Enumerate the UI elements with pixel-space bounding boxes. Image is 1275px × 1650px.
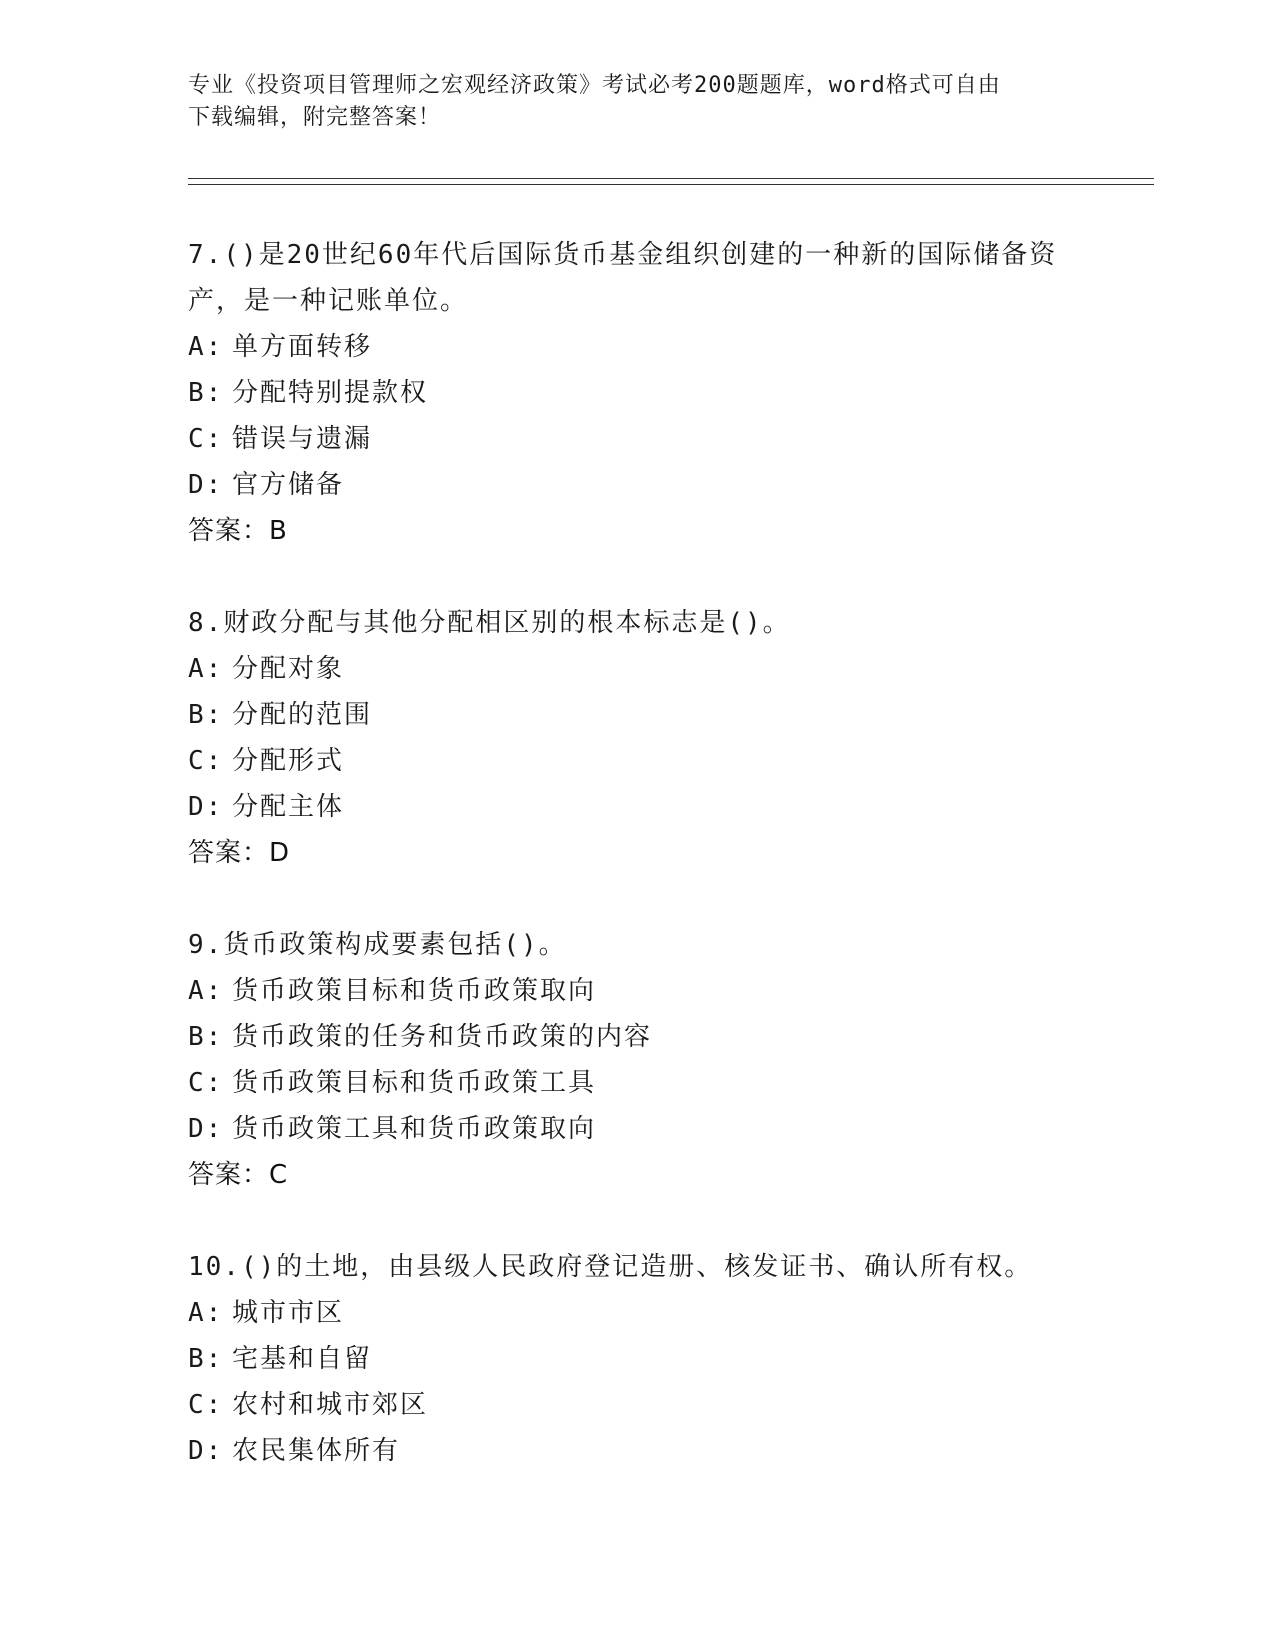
question-number: 7.	[188, 240, 224, 270]
option-key: A:	[188, 976, 224, 1006]
option-a	[188, 1290, 1088, 1336]
option-a	[188, 324, 1088, 370]
option-text: 分配主体	[232, 792, 345, 822]
option-b	[188, 370, 1088, 416]
question-number: 8.	[188, 608, 224, 638]
option-c	[188, 416, 1088, 462]
option-key: D:	[188, 1114, 224, 1144]
option-text: 农村和城市郊区	[232, 1390, 429, 1420]
question-stem: ()的土地，由县级人民政府登记造册、核发证书、确认所有权。	[240, 1252, 1033, 1282]
option-b	[188, 1336, 1088, 1382]
question-list	[188, 232, 1088, 1520]
question-9	[188, 922, 1088, 1198]
option-key: C:	[188, 1390, 224, 1420]
question-text	[188, 1244, 1088, 1290]
question-text	[188, 922, 1088, 968]
option-key: B:	[188, 1344, 224, 1374]
question-number: 10.	[188, 1252, 241, 1282]
question-stem: ()是20世纪60年代后国际货币基金组织创建的一种新的国际储备资产，是一种记账单位。	[188, 240, 1058, 316]
question-stem: 货币政策构成要素包括()。	[223, 930, 567, 960]
option-c	[188, 1060, 1088, 1106]
option-text: 货币政策的任务和货币政策的内容	[232, 1022, 653, 1052]
option-text: 货币政策目标和货币政策工具	[232, 1068, 597, 1098]
option-c	[188, 1382, 1088, 1428]
option-text: 分配对象	[232, 654, 345, 684]
option-text: 宅基和自留	[232, 1344, 373, 1374]
document-header	[188, 70, 1068, 134]
option-key: A:	[188, 1298, 224, 1328]
option-a	[188, 968, 1088, 1014]
option-d	[188, 462, 1088, 508]
option-key: C:	[188, 424, 224, 454]
answer-line: 答案：D	[188, 838, 291, 868]
option-text: 分配形式	[232, 746, 345, 776]
option-key: B:	[188, 378, 224, 408]
question-8	[188, 600, 1088, 876]
question-10	[188, 1244, 1088, 1474]
header-rule-top	[188, 178, 1154, 179]
option-key: D:	[188, 1436, 224, 1466]
option-d	[188, 1428, 1088, 1474]
option-key: C:	[188, 746, 224, 776]
question-text	[188, 600, 1088, 646]
question-7	[188, 232, 1088, 554]
answer-line: 答案：B	[188, 516, 288, 546]
option-d	[188, 784, 1088, 830]
option-text: 分配特别提款权	[232, 378, 429, 408]
option-text: 单方面转移	[232, 332, 373, 362]
option-c	[188, 738, 1088, 784]
option-key: B:	[188, 1022, 224, 1052]
option-text: 官方储备	[232, 470, 345, 500]
option-key: A:	[188, 332, 224, 362]
option-b	[188, 692, 1088, 738]
option-key: B:	[188, 700, 224, 730]
answer-line: 答案：C	[188, 1160, 289, 1190]
option-key: D:	[188, 792, 224, 822]
option-b	[188, 1014, 1088, 1060]
option-text: 城市市区	[232, 1298, 345, 1328]
option-text: 货币政策工具和货币政策取向	[232, 1114, 597, 1144]
option-key: A:	[188, 654, 224, 684]
question-text	[188, 232, 1088, 324]
option-text: 错误与遗漏	[232, 424, 373, 454]
header-line-1: 专业《投资项目管理师之宏观经济政策》考试必考200题题库，word格式可自由	[188, 73, 1001, 98]
question-stem: 财政分配与其他分配相区别的根本标志是()。	[223, 608, 791, 638]
option-key: D:	[188, 470, 224, 500]
option-text: 农民集体所有	[232, 1436, 401, 1466]
option-text: 货币政策目标和货币政策取向	[232, 976, 597, 1006]
header-rule-bottom	[188, 184, 1154, 185]
question-number: 9.	[188, 930, 224, 960]
option-text: 分配的范围	[232, 700, 373, 730]
option-d	[188, 1106, 1088, 1152]
option-key: C:	[188, 1068, 224, 1098]
header-line-2: 下载编辑，附完整答案！	[188, 105, 442, 130]
option-a	[188, 646, 1088, 692]
